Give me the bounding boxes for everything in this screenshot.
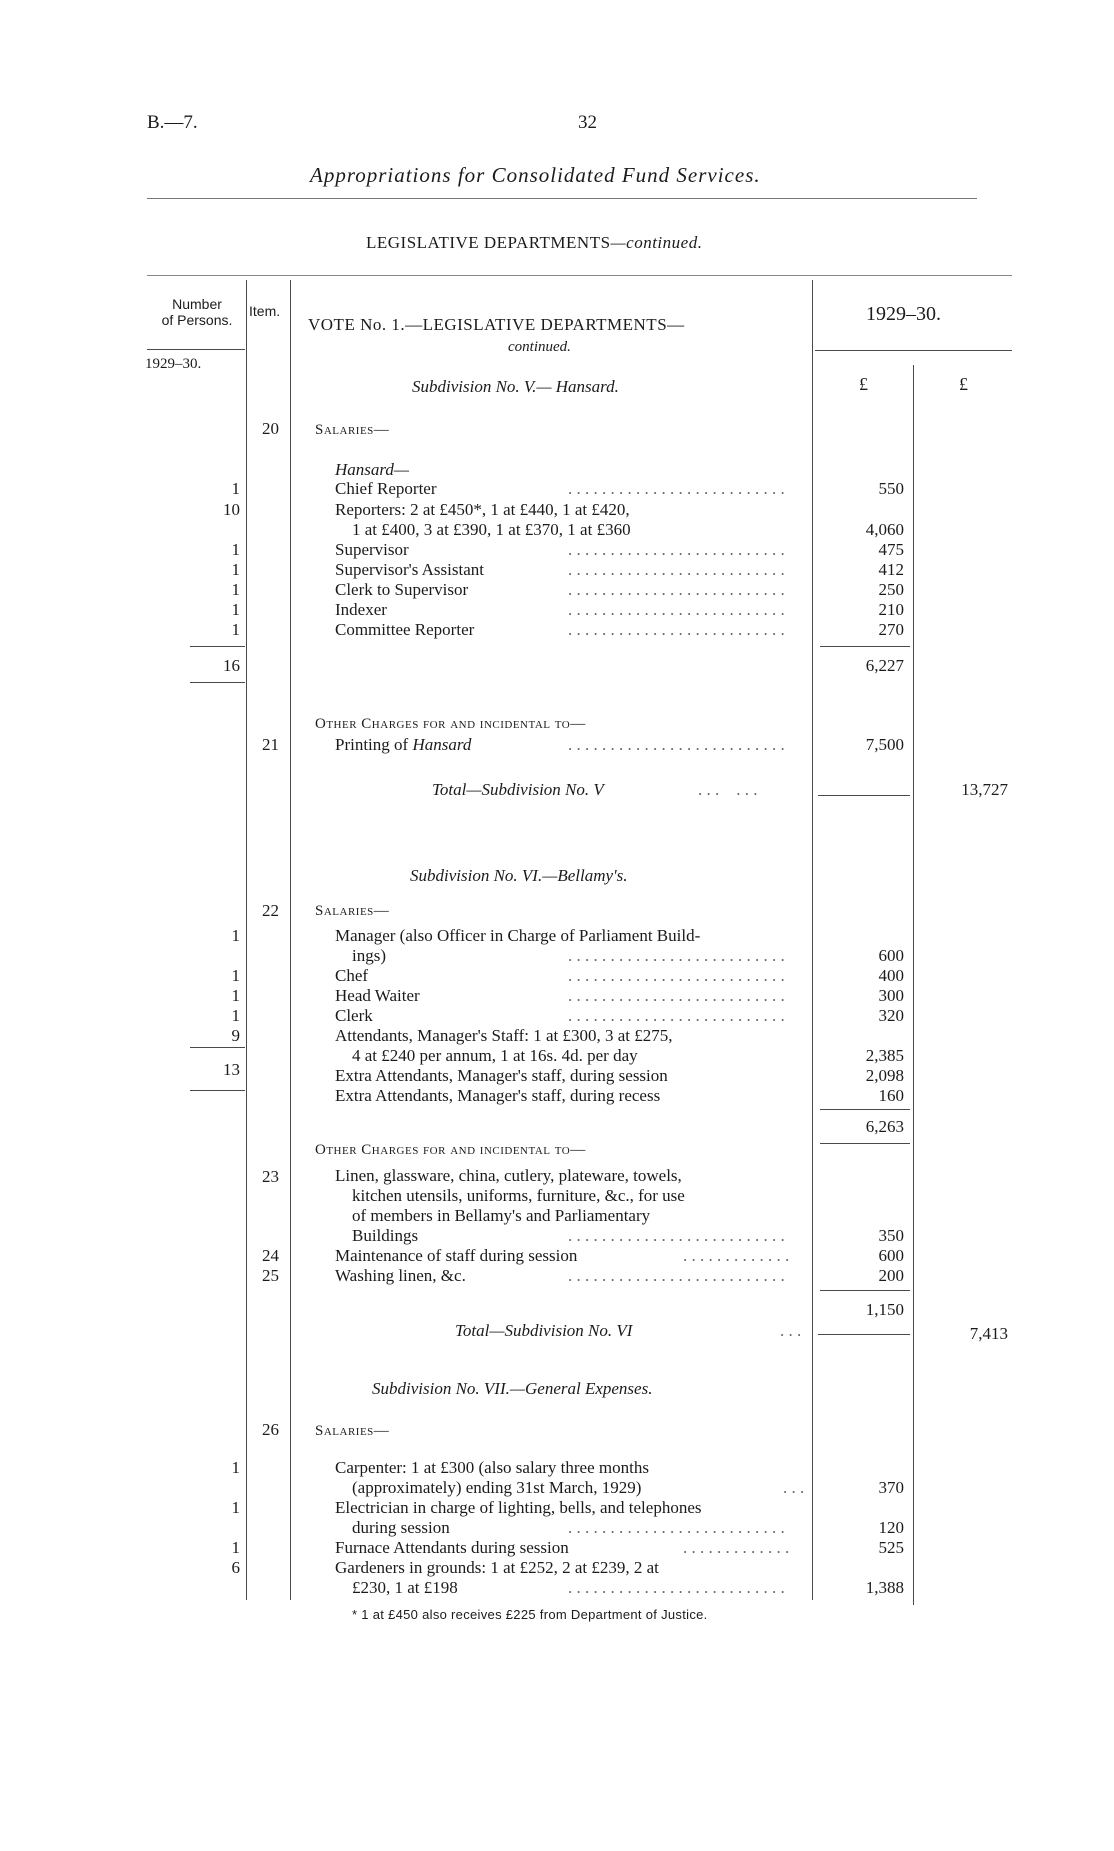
- persons-count: 1: [231, 966, 240, 985]
- line-item-amount: 160: [878, 1086, 904, 1105]
- line-item-label-cont: £230, 1 at £198: [352, 1578, 458, 1597]
- leader-dots: . . . . . . . . . . . . . . . . . . . . . . . . . .: [568, 620, 785, 639]
- persons-subtotal: 13: [223, 1060, 240, 1079]
- line-item-label: Extra Attendants, Manager's staff, during recess: [335, 1086, 661, 1105]
- subdivision-vi-total-rule: [818, 1334, 910, 1335]
- line-item-label: Manager (also Officer in Charge of Parliament Build-: [335, 926, 701, 945]
- persons-column-header: [150, 296, 244, 328]
- persons-header-rule: [147, 349, 245, 350]
- persons-count: 1: [231, 926, 240, 945]
- linen-label-line2: kitchen utensils, uniforms, furniture, &c., for use: [352, 1186, 685, 1205]
- page-title: Appropriations for Consolidated Fund Services.: [310, 163, 761, 187]
- vote-title: VOTE No. 1.—LEGISLATIVE DEPARTMENTS—: [308, 315, 685, 334]
- persons-subtotal-underline: [190, 1090, 245, 1091]
- section-heading: [366, 233, 702, 253]
- line-item-amount: 120: [878, 1518, 904, 1537]
- persons-count: 1: [231, 1538, 240, 1557]
- salaries-heading: Salaries—: [315, 422, 390, 438]
- subdivision-v-heading: Subdivision No. V.— Hansard.: [412, 377, 619, 396]
- item-number-21: 21: [262, 735, 279, 754]
- salaries-subtotal-rule: [820, 646, 910, 647]
- line-item-label-cont: ings): [352, 946, 386, 965]
- line-item-label: Electrician in charge of lighting, bells, and telephones: [335, 1498, 702, 1517]
- line-item-amount: 475: [878, 540, 904, 559]
- year-column-header: 1929–30.: [866, 303, 941, 325]
- line-item-label: Supervisor's Assistant: [335, 560, 484, 579]
- leader-dots: . . . . . . . . . . . . . . . . . . . . . . . . . .: [568, 560, 785, 579]
- persons-count: 6: [231, 1558, 240, 1577]
- item-number-20: 20: [262, 419, 279, 438]
- line-item-label: Attendants, Manager's Staff: 1 at £300, 3 at £275,: [335, 1026, 673, 1045]
- line-item-label: Gardeners in grounds: 1 at £252, 2 at £239, 2 at: [335, 1558, 659, 1577]
- line-item-label: Clerk to Supervisor: [335, 580, 469, 599]
- leader-dots: . . . . . . . . . . . . . . . . . . . . . . . . . .: [568, 1006, 785, 1025]
- leader-dots: . . . . . . . . . . . . . . . . . . . . . . . . . .: [568, 1578, 785, 1597]
- leader-dots: . . . . . . . . . . . . . . . . . . . . . . . . . .: [568, 1226, 785, 1245]
- leader-dots: . . . . . . . . . . . . . . . . . . . . . . . . . .: [568, 986, 785, 1005]
- leader-dots: . . . . . . . . . . . . .: [683, 1246, 790, 1265]
- persons-count: 10: [223, 500, 240, 519]
- line-item-amount: 370: [878, 1478, 904, 1497]
- leader-dots: . . . . . . . . . . . . . . . . . . . . . . . . . .: [568, 735, 785, 754]
- hansard-subheading: Hansard—: [335, 460, 409, 479]
- line-item-label: Reporters: 2 at £450*, 1 at £440, 1 at £420,: [335, 500, 630, 519]
- line-item-amount: 4,060: [865, 520, 904, 539]
- line-item-amount: 525: [878, 1538, 904, 1557]
- item-number-22: 22: [262, 901, 279, 920]
- line-item-amount: 2,385: [865, 1046, 904, 1065]
- leader-dots: . . . . . . . . . . . . . . . . . . . . . . . . . .: [568, 540, 785, 559]
- vote-continued: continued.: [508, 339, 571, 355]
- persons-subtotal-rule: [190, 646, 245, 647]
- leader-dots: . . .: [783, 1478, 805, 1497]
- washing-label: Washing linen, &c.: [335, 1266, 466, 1285]
- leader-dots: . . . . . . . . . . . . . . . . . . . . . . . . . .: [568, 580, 785, 599]
- leader-dots: . . . . . .: [698, 780, 758, 799]
- printing-hansard-label: [335, 735, 471, 755]
- line-item-amount: 270: [878, 620, 904, 639]
- line-item-amount: 1,388: [865, 1578, 904, 1597]
- linen-amount: 350: [878, 1226, 904, 1245]
- leader-dots: . . .: [780, 1321, 802, 1340]
- footnote: * 1 at £450 also receives £225 from Department of Justice.: [352, 1607, 708, 1622]
- washing-amount: 200: [878, 1266, 904, 1285]
- persons-count: 1: [231, 986, 240, 1005]
- document-reference: B.—7.: [147, 112, 198, 133]
- section-name: LEGISLATIVE DEPARTMENTS: [366, 233, 611, 252]
- line-item-label: Indexer: [335, 600, 387, 619]
- item-number-26: 26: [262, 1420, 279, 1439]
- leader-dots: . . . . . . . . . . . . . . . . . . . . . . . . . .: [568, 946, 785, 965]
- year-header-rule: [815, 350, 1012, 351]
- item-number-25: 25: [262, 1266, 279, 1285]
- line-item-amount: 400: [878, 966, 904, 985]
- persons-year: 1929–30.: [145, 356, 202, 372]
- item-column-divider: [290, 280, 291, 1600]
- section-continued: —continued.: [610, 233, 703, 252]
- leader-dots: . . . . . . . . . . . . . . . . . . . . . . . . . .: [568, 479, 785, 498]
- persons-subtotal-rule: [190, 1047, 245, 1048]
- subdivision-vi-heading: Subdivision No. VI.—Bellamy's.: [410, 866, 628, 885]
- item-column-header: Item.: [249, 303, 281, 319]
- salaries-subtotal-rule: [820, 1109, 910, 1110]
- item-number-24: 24: [262, 1246, 279, 1265]
- printing-prefix: Printing of: [335, 735, 413, 754]
- leader-dots: . . . . . . . . . . . . . . . . . . . . . . . . . .: [568, 1266, 785, 1285]
- subdivision-vi-total: 7,413: [969, 1324, 1008, 1343]
- linen-label-line3: of members in Bellamy's and Parliamentary: [352, 1206, 651, 1225]
- salaries-subtotal: 6,227: [865, 656, 904, 675]
- other-charges-subtotal: 1,150: [865, 1300, 904, 1319]
- leader-dots: . . . . . . . . . . . . . . . . . . . . . . . . . .: [568, 966, 785, 985]
- line-item-amount: 210: [878, 600, 904, 619]
- line-item-label: Carpenter: 1 at £300 (also salary three months: [335, 1458, 649, 1477]
- leader-dots: . . . . . . . . . . . . . . . . . . . . . . . . . .: [568, 600, 785, 619]
- persons-count: 1: [231, 580, 240, 599]
- other-charges-heading: Other Charges for and incidental to—: [315, 1142, 586, 1158]
- persons-header-line1: Number: [172, 296, 222, 312]
- salaries-subtotal: 6,263: [865, 1117, 904, 1136]
- line-item-label: Supervisor: [335, 540, 409, 559]
- line-item-label: Clerk: [335, 1006, 373, 1025]
- persons-count: 1: [231, 1458, 240, 1477]
- line-item-amount: 250: [878, 580, 904, 599]
- persons-count: 1: [231, 479, 240, 498]
- line-item-label: Chief Reporter: [335, 479, 437, 498]
- subdivision-vi-total-label: Total—Subdivision No. VI: [455, 1321, 633, 1340]
- persons-count: 1: [231, 600, 240, 619]
- persons-subtotal-underline: [190, 682, 245, 683]
- line-item-label: Committee Reporter: [335, 620, 475, 639]
- linen-label-line4: Buildings: [352, 1226, 419, 1245]
- leader-dots: . . . . . . . . . . . . . . . . . . . . . . . . . .: [568, 1518, 785, 1537]
- amount-column-divider: [812, 280, 813, 1600]
- title-rule: [147, 198, 977, 199]
- salaries-heading: Salaries—: [315, 1423, 390, 1439]
- line-item-label: Extra Attendants, Manager's staff, during session: [335, 1066, 668, 1085]
- line-item-amount: 320: [878, 1006, 904, 1025]
- line-item-label-cont: 4 at £240 per annum, 1 at 16s. 4d. per day: [352, 1046, 638, 1065]
- subdivision-v-total-rule: [818, 795, 910, 796]
- persons-column-divider: [246, 280, 247, 1600]
- persons-count: 1: [231, 540, 240, 559]
- line-item-label-cont: 1 at £400, 3 at £390, 1 at £370, 1 at £360: [352, 520, 631, 539]
- line-item-label-cont: during session: [352, 1518, 450, 1537]
- line-item-amount: 2,098: [865, 1066, 904, 1085]
- pound-symbol-total: £: [959, 374, 968, 394]
- line-item-label: Furnace Attendants during session: [335, 1538, 569, 1557]
- printing-name: Hansard: [412, 735, 472, 754]
- line-item-amount: 412: [878, 560, 904, 579]
- linen-label-line1: Linen, glassware, china, cutlery, plateware, towels,: [335, 1166, 682, 1185]
- persons-count: 1: [231, 1498, 240, 1517]
- subtotal-column-divider: [913, 365, 914, 1605]
- salaries-heading: Salaries—: [315, 903, 390, 919]
- persons-subtotal: 16: [223, 656, 240, 675]
- pound-symbol-amount: £: [859, 374, 868, 394]
- line-item-label: Head Waiter: [335, 986, 420, 1005]
- salaries-subtotal-underline: [820, 1143, 910, 1144]
- line-item-label: Chef: [335, 966, 369, 985]
- maintenance-label: Maintenance of staff during session: [335, 1246, 578, 1265]
- persons-header-line2: of Persons.: [161, 312, 233, 328]
- item-number-23: 23: [262, 1167, 279, 1186]
- other-charges-subtotal-rule: [820, 1290, 910, 1291]
- line-item-amount: 550: [878, 479, 904, 498]
- persons-count: 1: [231, 1006, 240, 1025]
- subdivision-v-total: 13,727: [961, 780, 1008, 799]
- line-item-amount: 300: [878, 986, 904, 1005]
- persons-count: 1: [231, 560, 240, 579]
- line-item-amount: 600: [878, 946, 904, 965]
- leader-dots: . . . . . . . . . . . . .: [683, 1538, 790, 1557]
- table-top-rule: [147, 275, 1012, 276]
- persons-count: 9: [231, 1026, 240, 1045]
- line-item-label-cont: (approximately) ending 31st March, 1929): [352, 1478, 642, 1497]
- persons-count: 1: [231, 620, 240, 639]
- subdivision-vii-heading: Subdivision No. VII.—General Expenses.: [372, 1379, 653, 1398]
- maintenance-amount: 600: [878, 1246, 904, 1265]
- other-charges-heading: Other Charges for and incidental to—: [315, 716, 586, 732]
- subdivision-v-total-label: Total—Subdivision No. V: [432, 780, 604, 799]
- printing-amount: 7,500: [865, 735, 904, 754]
- page-number: 32: [578, 112, 597, 133]
